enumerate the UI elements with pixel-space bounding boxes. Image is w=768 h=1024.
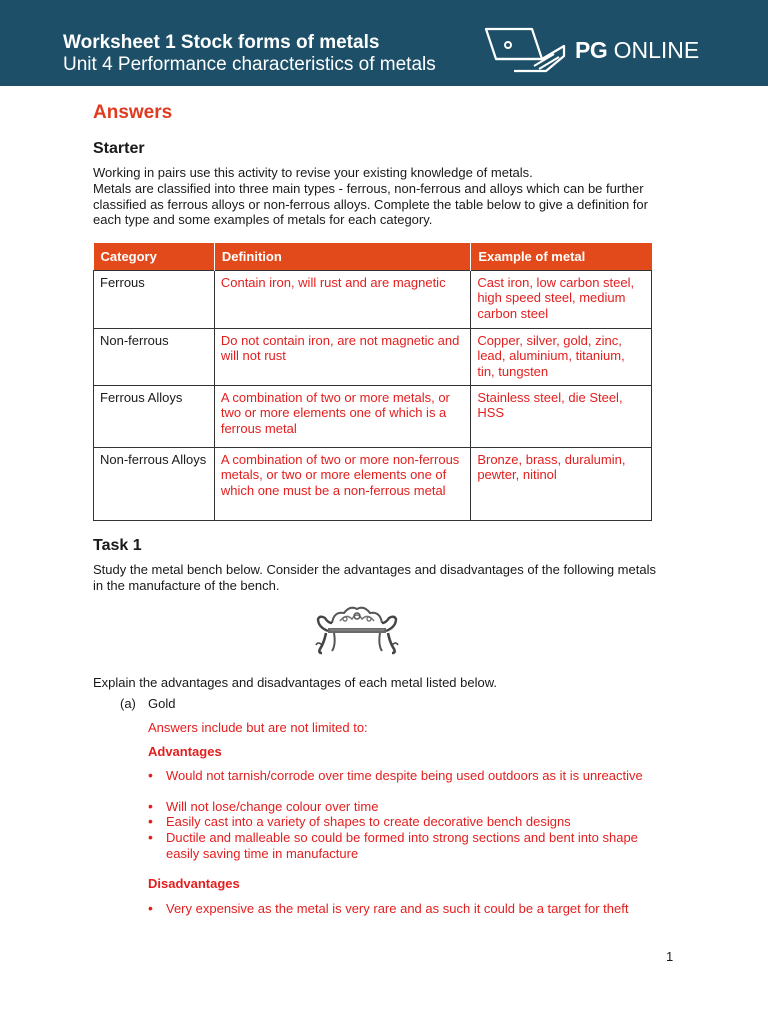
category-cell: Non-ferrous Alloys — [94, 447, 215, 520]
logo-rest-text: ONLINE — [607, 37, 700, 63]
item-a-label: (a) — [120, 696, 136, 711]
bullet-icon: • — [148, 798, 153, 814]
bullet-icon: • — [148, 813, 153, 829]
category-cell: Ferrous — [94, 270, 215, 328]
bullet-icon: • — [148, 829, 153, 845]
example-cell: Cast iron, low carbon steel, high speed steel, medium carbon steel — [471, 270, 652, 328]
advantage-text: Ductile and malleable so could be formed into strong sections and bent into shape easily saving time in manufacture — [166, 830, 638, 861]
definition-cell: A combination of two or more non-ferrous metals, or two or more elements one of which one must be a non-ferrous metal — [214, 447, 470, 520]
logo-bold-text: PG — [575, 37, 608, 63]
item-a-name: Gold — [148, 696, 176, 711]
metal-bench-image — [312, 601, 402, 659]
task1-heading: Task 1 — [93, 537, 142, 554]
advantage-text: Would not tarnish/corrode over time despite being used outdoors as it is unreactive — [166, 768, 643, 783]
advantages-heading: Advantages — [148, 744, 222, 759]
advantage-text: Will not lose/change colour over time — [166, 799, 379, 814]
header-banner — [0, 0, 768, 86]
answers-note: Answers include but are not limited to: — [148, 720, 368, 735]
table-header-example: Example of metal — [471, 243, 652, 270]
table-header-row — [94, 243, 652, 270]
list-item — [148, 768, 678, 784]
bullet-icon: • — [148, 767, 153, 783]
starter-line-2: Metals are classified into three main types - ferrous, non-ferrous and alloys which can be further classified as ferrous alloys or non-ferrous alloys. Complete the table below to give a definition for each type and some examples of metals for each category. — [93, 181, 648, 228]
page-number: 1 — [666, 949, 674, 964]
definition-cell: A combination of two or more metals, or two or more elements one of which is a ferrous metal — [214, 385, 470, 447]
list-item — [148, 814, 678, 830]
example-cell: Copper, silver, gold, zinc, lead, aluminium, titanium, tin, tungsten — [471, 328, 652, 385]
laptop-logo-icon — [484, 26, 566, 76]
list-item — [148, 830, 648, 861]
definition-cell: Contain iron, will rust and are magnetic — [214, 270, 470, 328]
list-item — [148, 901, 688, 917]
advantage-text: Easily cast into a variety of shapes to create decorative bench designs — [166, 814, 571, 829]
answers-title: Answers — [93, 102, 173, 123]
table-row — [94, 385, 652, 447]
example-cell: Bronze, brass, duralumin, pewter, nitinol — [471, 447, 652, 520]
task1-intro: Study the metal bench below. Consider the advantages and disadvantages of the following metals in the manufacture of the bench. — [93, 562, 656, 593]
unit-subtitle: Unit 4 Performance characteristics of metals — [63, 54, 436, 75]
table-row — [94, 328, 652, 385]
disadvantage-text: Very expensive as the metal is very rare and as such it could be a target for theft — [166, 901, 629, 916]
table-row — [94, 270, 652, 328]
task1-explain: Explain the advantages and disadvantages of each metal listed below. — [93, 675, 497, 690]
table-row — [94, 447, 652, 520]
example-cell: Stainless steel, die Steel, HSS — [471, 385, 652, 447]
pg-online-logo — [575, 37, 699, 63]
table-header-category: Category — [94, 243, 215, 270]
starter-line-1: Working in pairs use this activity to revise your existing knowledge of metals. — [93, 165, 533, 180]
worksheet-title: Worksheet 1 Stock forms of metals — [63, 32, 380, 53]
table-header-definition: Definition — [214, 243, 470, 270]
starter-heading: Starter — [93, 140, 145, 157]
disadvantages-heading: Disadvantages — [148, 876, 240, 891]
category-cell: Non-ferrous — [94, 328, 215, 385]
definition-cell: Do not contain iron, are not magnetic and will not rust — [214, 328, 470, 385]
metal-category-table — [93, 243, 652, 521]
list-item — [148, 799, 678, 815]
category-cell: Ferrous Alloys — [94, 385, 215, 447]
bullet-icon: • — [148, 900, 153, 916]
